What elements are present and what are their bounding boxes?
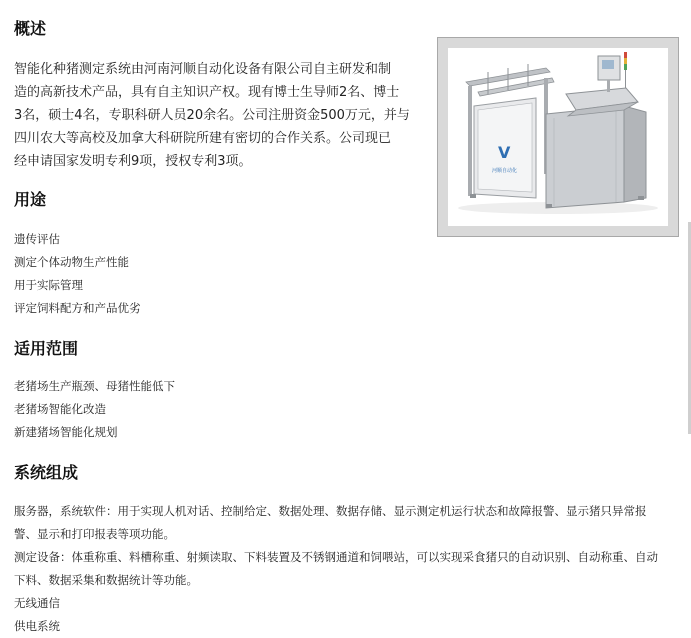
list-item: 测定个体动物生产性能 xyxy=(14,255,129,269)
logo-mark: V xyxy=(498,143,511,162)
scope-heading: 适用范围 xyxy=(14,339,79,358)
logo-text: 河顺自动化 xyxy=(492,168,518,174)
product-image xyxy=(437,37,679,237)
composition-line: 服务器，系统软件：用于实现人机对话、控制给定、数据处理、数据存储、显示测定机运行状态和故障报警、显示猪只异常报 xyxy=(14,504,647,518)
composition-line: 无线通信 xyxy=(14,596,60,610)
composition-list xyxy=(14,500,682,638)
pig-testing-machine-illustration xyxy=(448,48,668,226)
uses-list xyxy=(14,228,141,320)
overview-line: 造的高新技术产品，具有自主知识产权。现有博士生导师2名、博士 xyxy=(14,85,400,100)
list-item: 评定饲料配方和产品优劣 xyxy=(14,301,141,315)
product-image-canvas xyxy=(448,48,668,226)
list-item: 用于实际管理 xyxy=(14,278,83,292)
overview-line: 经申请国家发明专利9项，授权专利3项。 xyxy=(14,154,252,169)
overview-line: 智能化种猪测定系统由河南河顺自动化设备有限公司自主研发和制 xyxy=(14,62,392,77)
composition-heading: 系统组成 xyxy=(14,463,79,482)
composition-line: 测定设备：体重称重、料槽称重、射频读取、下料装置及不锈钢通道和饲喂站，可以实现采食猪只的自动识别、自动称重、自动 xyxy=(14,550,658,564)
uses-heading: 用途 xyxy=(14,190,47,209)
composition-line: 下料、数据采集和数据统计等功能。 xyxy=(14,573,198,587)
scope-list xyxy=(14,375,175,444)
list-item: 新建猪场智能化规划 xyxy=(14,425,118,439)
overview-line: 四川农大等高校及加拿大科研院所建有密切的合作关系。公司现已 xyxy=(14,131,392,146)
overview-text xyxy=(14,58,428,173)
list-item: 老猪场智能化改造 xyxy=(14,402,106,416)
composition-line: 警、显示和打印报表等项功能。 xyxy=(14,527,175,541)
composition-line: 供电系统 xyxy=(14,619,60,633)
overview-line: 3名，硕士4名，专职科研人员20余名。公司注册资金500万元，并与 xyxy=(14,108,410,123)
list-item: 遗传评估 xyxy=(14,232,60,246)
overview-heading: 概述 xyxy=(14,19,47,38)
list-item: 老猪场生产瓶颈、母猪性能低下 xyxy=(14,379,175,393)
